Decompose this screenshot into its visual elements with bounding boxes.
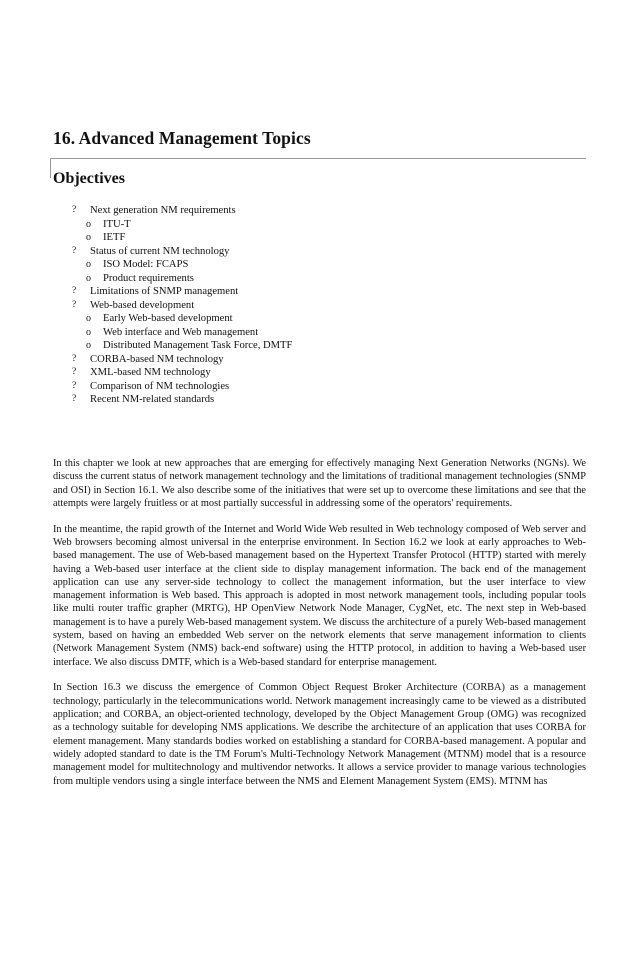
sub-bullet-marker: o: [86, 313, 91, 324]
sub-bullet-marker: o: [86, 326, 91, 338]
objective-label: XML-based NM technology: [90, 367, 211, 378]
objective-label: Limitations of SNMP management: [90, 286, 239, 297]
objective-item: [72, 366, 292, 380]
objective-sublist: [72, 312, 292, 353]
objective-subitem-label: IETF: [103, 232, 126, 243]
objective-sublist: [72, 218, 292, 245]
objective-item: [72, 245, 292, 259]
objective-label: Recent NM-related standards: [90, 394, 215, 405]
bullet-marker: ?: [72, 286, 77, 296]
sub-bullet-marker: o: [86, 232, 91, 243]
objective-item: [72, 353, 292, 367]
bullet-marker: ?: [72, 367, 77, 377]
section-divider-edge: [50, 158, 51, 178]
objective-item: [72, 380, 292, 394]
chapter-body: [53, 457, 586, 800]
objective-subitem: [72, 272, 292, 286]
sub-bullet-marker: o: [86, 259, 91, 270]
objective-subitem: [72, 312, 292, 326]
objective-subitem-label: Web interface and Web management: [103, 326, 259, 338]
objective-subitem: [72, 326, 292, 340]
objective-label: Web-based development: [90, 299, 195, 311]
objective-item: [72, 393, 292, 407]
objective-item: [72, 204, 292, 218]
sub-bullet-marker: o: [86, 272, 91, 284]
objective-label: Comparison of NM technologies: [90, 380, 230, 392]
bullet-marker: ?: [72, 394, 77, 404]
objective-subitem: [72, 218, 292, 232]
body-paragraph: In this chapter we look at new approaches that are emerging for effectively managing Next Generation Networks (NGNs). We discuss the current status of network management technology and the limitations of traditional management technologies (SNMP and OSI) in Section 16.1. We also describe some of the initiatives that were set up to overcome these limitations and see that the attempts were largely fruitless or at most partially successful in addressing some of the operators' requirements.: [53, 458, 586, 509]
objective-subitem-label: Distributed Management Task Force, DMTF: [103, 340, 293, 351]
objective-subitem-label: Product requirements: [103, 272, 194, 284]
objective-subitem: [72, 339, 292, 353]
body-paragraph: In the meantime, the rapid growth of the Internet and World Wide Web resulted in Web technology composed of Web server and Web browsers becoming almost universal in the enterprise environment. In Section 16.2 we look at early approaches to Web-based management. The use of Web-based management based on the Hypertext Transfer Protocol (HTTP) started with merely having a Web-based user interface at the client side to display management information. The back end of the management application can use any server-side technology to collect the management information, but the user interface to view management information is Web based. This approach is adopted in most network management tools, including popular tools like multi router traffic grapher (MRTG), HP OpenView Network Node Manager, CygNet, etc. The next step in Web-based management is to have a purely Web-based management system. We discuss the architecture of a purely Web-based management system, based on having an embedded Web server on the network elements that serve management information to clients (Network Management System (NMS) back-end software) using the HTTP protocol, in addition to having a Web-based user interface. We also discuss DMTF, which is a Web-based standard for enterprise management.: [53, 523, 586, 668]
body-paragraph: In Section 16.3 we discuss the emergence of Common Object Request Broker Architecture (CORBA) as a management technology, particularly in the telecommunications world. Network management increasingly came to be viewed as a distributed application; and CORBA, an object-oriented technology, developed by the Object Management Group (OMG) was recognized as a technology suitable for developing NMS applications. We describe the architecture of an application that uses CORBA for element management. Many standards bodies worked on establishing a standard for CORBA-based management. A popular and widely adopted standard to date is the TM Forum's Multi-Technology Network Management (MTNM) model that is a resource management model for multitechnology and multivendor networks. It allows a service provider to manage various technologies from multiple vendors using a single interface between the NMS and Element Management System (EMS). MTNM has: [53, 682, 586, 787]
chapter-title: 16. Advanced Management Topics: [53, 128, 311, 148]
objective-subitem-label: Early Web-based development: [103, 313, 233, 324]
bullet-marker: ?: [72, 245, 77, 256]
objective-item: [72, 299, 292, 313]
bullet-marker: ?: [72, 299, 77, 310]
objective-label: Next generation NM requirements: [90, 205, 236, 216]
objective-sublist: [72, 258, 292, 285]
objective-subitem: [72, 231, 292, 245]
bullet-marker: ?: [72, 205, 77, 215]
objectives-heading: Objectives: [53, 170, 125, 187]
bullet-marker: ?: [72, 353, 77, 364]
sub-bullet-marker: o: [86, 340, 91, 351]
objective-item: [72, 285, 292, 299]
objective-subitem: [72, 258, 292, 272]
objective-label: CORBA-based NM technology: [90, 353, 224, 365]
objective-subitem-label: ISO Model: FCAPS: [103, 259, 189, 270]
objective-label: Status of current NM technology: [90, 245, 230, 257]
objectives-list: [72, 204, 292, 407]
section-divider: [50, 158, 586, 159]
objective-subitem-label: ITU-T: [103, 218, 131, 230]
sub-bullet-marker: o: [86, 218, 91, 230]
bullet-marker: ?: [72, 380, 77, 391]
